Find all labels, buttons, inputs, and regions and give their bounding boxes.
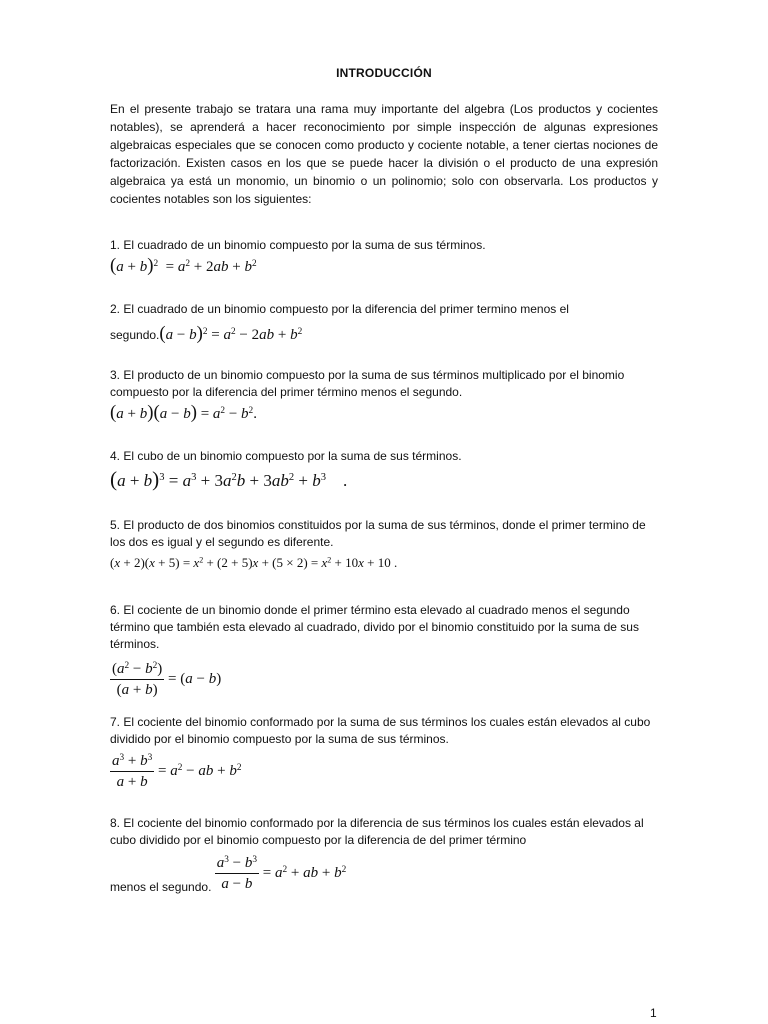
item-text: 5. El producto de dos binomios constituidos por la suma de sus términos, donde el primer termino de los dos es igual y el segundo es diferente. (110, 518, 646, 549)
item-text: 8. El cociente del binomio conformado por la diferencia de sus términos los cuales están elevados al cubo dividido por el binomio compuesto por la diferencia de del primer término (110, 816, 644, 847)
formula-8: $\frac{a^3 - b^3}{a - b}$ = $a^2$ + ab + $b^2$ (216, 854, 347, 892)
formula-6: $\frac{(a^2 - b^2)}{(a + b)}$ = (a − b) (112, 660, 222, 698)
page-title: INTRODUCCIÓN (336, 66, 432, 80)
item-text-tail: menos el segundo. (110, 879, 212, 894)
list-item-2 (110, 301, 658, 345)
formula-7: $\frac{a^3 + b^3}{a + b}$ = $a^2$ − ab + $b^2$ (112, 752, 242, 790)
formula-4: $(a + b)^3 = a^3 + 3a^2b + 3ab^2 + b^3$ . (110, 467, 348, 491)
list-item-5 (110, 517, 658, 573)
list-item-1 (110, 237, 658, 277)
item-text: 7. El cociente del binomio conformado por la suma de sus términos los cuales están elevados al cubo dividido por el binomio compuesto por la suma de sus términos. (110, 715, 651, 746)
item-text: 4. El cubo de un binomio compuesto por la suma de sus términos. (110, 449, 462, 463)
list-item-6 (110, 602, 658, 700)
item-text: 6. El cociente de un binomio donde el primer término esta elevado al cuadrado menos el segundo término que también esta elevado al cuadrado, divido por el binomio constituido por la suma de sus términos. (110, 603, 639, 651)
formula-2: $(a - b)^2 = a^2 - 2ab + b^2$ (159, 323, 303, 344)
item-text: 1. El cuadrado de un binomio compuesto por la suma de sus términos. (110, 238, 486, 252)
formula-5: $(x + 2)(x + 5) = x^2 + (2 + 5)x + (5 \times 2) = x^2 + 10x + 10$ . (110, 555, 398, 570)
formula-1: $(a + b)^2 = a^2 + 2ab + b^2$ (110, 255, 257, 276)
page-number: 1 (650, 1006, 657, 1020)
list-item-8 (110, 815, 658, 896)
item-text: 2. El cuadrado de un binomio compuesto por la diferencia del primer termino menos el (110, 302, 569, 316)
list-item-7 (110, 714, 658, 792)
item-text: 3. El producto de un binomio compuesto por la suma de sus términos multiplicado por el binomio compuesto por la diferencia del primer término menos el segundo. (110, 368, 625, 399)
intro-paragraph: En el presente trabajo se tratara una rama muy importante del algebra (Los productos y cocientes notables), se aprenderá a hacer reconocimiento por simple inspección de algunas expresiones algebraicas especiales que se conocen como producto y cociente notable, a tener ciertas nociones de factorización. Existen casos en los que se puede hacer la división o el producto de una expresión algebraica ya está un monomio, un binomio o un polinomio; solo con observarla. Los productos y cocientes notables son los siguientes: (110, 102, 658, 206)
list-item-4 (110, 448, 658, 491)
list-item-3 (110, 367, 658, 424)
item-text-tail: segundo. (110, 328, 160, 342)
formula-3: $(a + b)(a - b) = a^2 - b^2$. (110, 402, 257, 423)
